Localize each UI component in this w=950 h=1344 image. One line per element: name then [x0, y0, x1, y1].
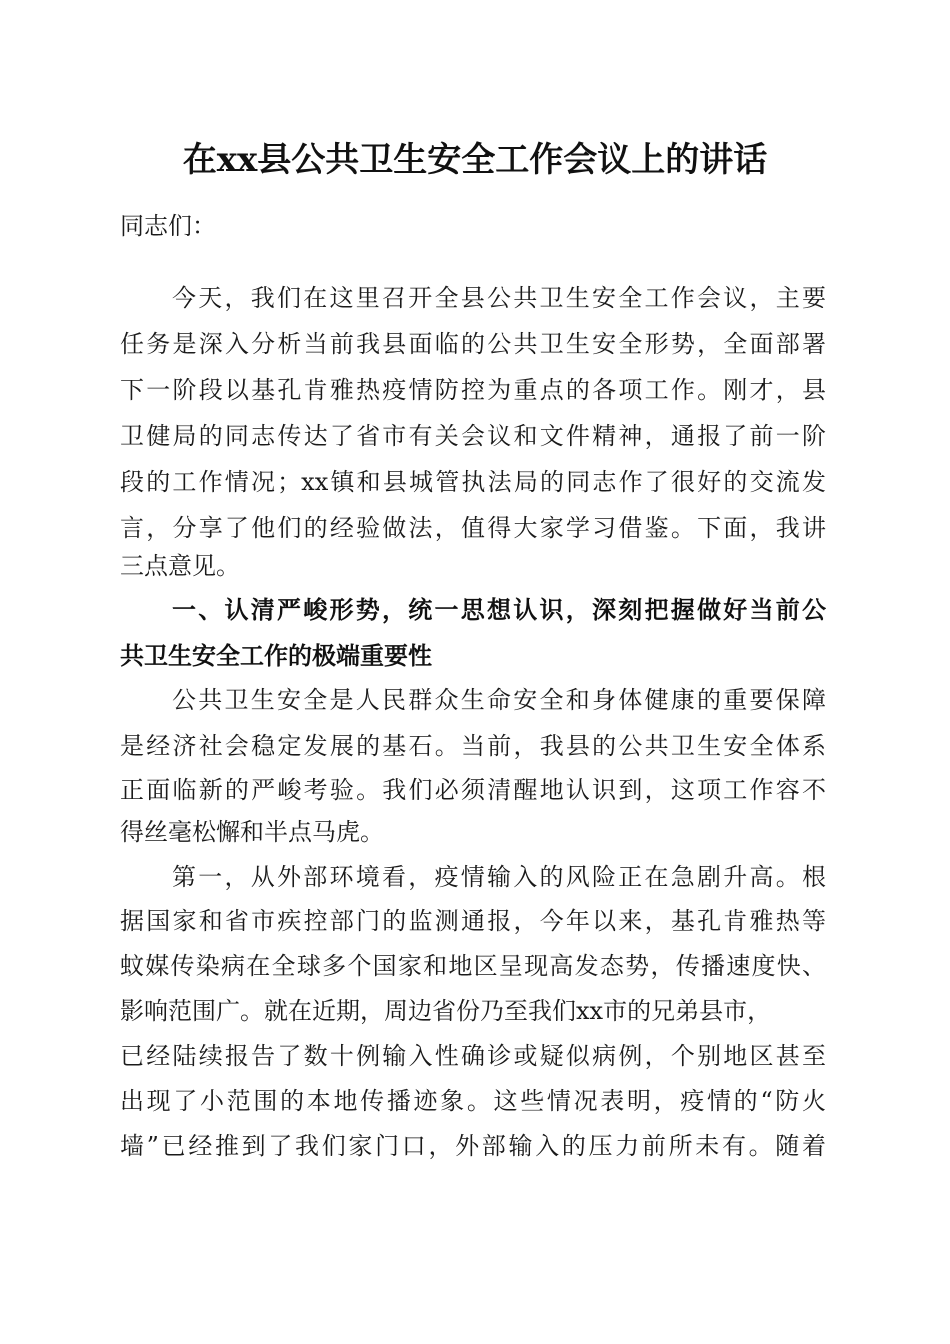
- section-heading: 共卫生安全工作的极端重要性: [120, 642, 432, 670]
- paragraph-line: 影响范围广。就在近期，周边省份乃至我们xx市的兄弟县市，: [120, 997, 772, 1025]
- paragraph-line: 任务是深入分析当前我县面临的公共卫生安全形势，全面部署: [120, 330, 826, 358]
- paragraph-line: 墙”已经推到了我们家门口，外部输入的压力前所未有。随着: [120, 1132, 826, 1160]
- paragraph-line: 公共卫生安全是人民群众生命安全和身体健康的重要保障: [172, 686, 826, 714]
- paragraph-line: 今天，我们在这里召开全县公共卫生安全工作会议，主要: [172, 284, 826, 312]
- paragraph-line: 卫健局的同志传达了省市有关会议和文件精神，通报了前一阶: [120, 422, 826, 450]
- paragraph-line: 蚊媒传染病在全球多个国家和地区呈现高发态势，传播速度快、: [120, 952, 826, 980]
- paragraph-line: 下一阶段以基孔肯雅热疫情防控为重点的各项工作。刚才，县: [120, 376, 826, 404]
- section-heading: 一、认清严峻形势，统一思想认识，深刻把握做好当前公: [172, 596, 826, 624]
- paragraph-line: 出现了小范围的本地传播迹象。这些情况表明，疫情的“防火: [120, 1087, 826, 1115]
- document-title: 在xx县公共卫生安全工作会议上的讲话: [182, 140, 768, 180]
- paragraph-line: 第一，从外部环境看，疫情输入的风险正在急剧升高。根: [172, 863, 826, 891]
- paragraph-line: 正面临新的严峻考验。我们必须清醒地认识到，这项工作容不: [120, 776, 826, 804]
- paragraph-line: 三点意见。: [120, 552, 240, 580]
- salutation: 同志们：: [120, 212, 216, 240]
- paragraph-line: 据国家和省市疾控部门的监测通报，今年以来，基孔肯雅热等: [120, 907, 826, 935]
- paragraph-line: 段的工作情况；xx镇和县城管执法局的同志作了很好的交流发: [120, 468, 826, 496]
- paragraph-line: 是经济社会稳定发展的基石。当前，我县的公共卫生安全体系: [120, 732, 826, 760]
- paragraph-line: 言，分享了他们的经验做法，值得大家学习借鉴。下面，我讲: [120, 514, 826, 542]
- paragraph-line: 已经陆续报告了数十例输入性确诊或疑似病例，个别地区甚至: [120, 1042, 826, 1070]
- paragraph-line: 得丝毫松懈和半点马虎。: [120, 818, 384, 846]
